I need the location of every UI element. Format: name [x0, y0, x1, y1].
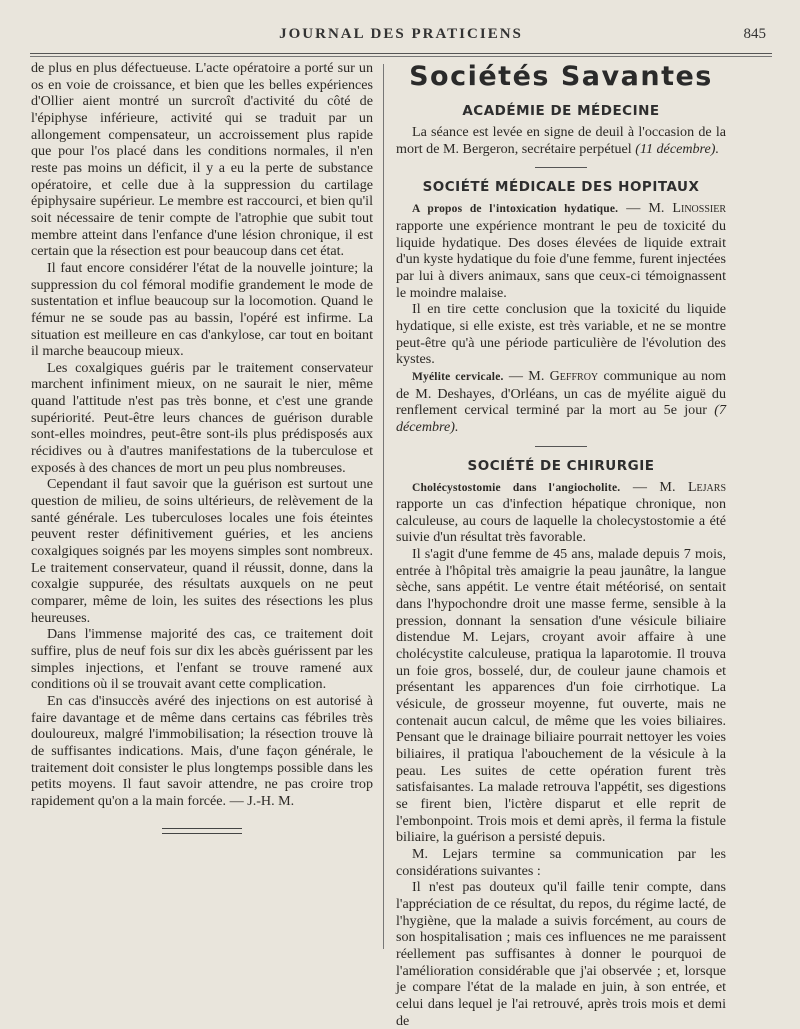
author: M. Linossier — [648, 200, 727, 217]
section-rule — [535, 167, 587, 168]
page-header — [30, 26, 772, 50]
right-column — [396, 60, 726, 1029]
academie-body: La séance est levée en signe de deuil à l'occasion de la mort de M. Bergeron, secrétaire perpétuel — [396, 124, 726, 157]
section-rule — [535, 446, 587, 447]
hopitaux-item-1: A propos de l'intoxication hydatique. — M. Linossier rapporte une expérience montrant le peu de toxicité du liquide hydatique. Des doses élevées de liquide extrait d'un kyste hydatique du foie d'une femme, furent injectées par lui à divers animaux, sans que ceux-ci témoignassent le moindre malaise. — [396, 200, 727, 301]
author: M. Lejars — [659, 478, 726, 495]
page-number: 845 — [743, 26, 766, 42]
hopitaux-paragraph: Il en tire cette conclusion que la toxicité du liquide hydatique, si elle existe, est très variable, et ne se montre peut-être qu'à une période particulière de l'évolution des kystes. — [396, 301, 726, 368]
left-column — [31, 60, 373, 834]
item-text: rapporte un cas d'infection hépatique chronique, non calculeuse, au cours de laquelle la cholecystostomie a été suivie d'un résultat très favorable. — [396, 496, 726, 546]
hopitaux-item-2: Myélite cervicale. — M. Geffroy communique au nom de M. Deshayes, d'Orléans, un cas de myélite aiguë du renflement cervical terminé par la mort au 5e jour (7 décembre). — [396, 367, 727, 435]
section-title: Sociétés Savantes — [409, 61, 713, 92]
left-paragraph: Cependant il faut savoir que la guérison est surtout une question de milieu, de soins ultérieurs, de relèvement de la santé générale. Les tuberculoses locales une fois éteintes peuvent rester définitivement guéries, et les anciens coxalgiques soignés par les moyens simples sont nombreux. Le traitement conservateur, quand il réussit, donne, dans la coxalgie suppurée, des résultats auxquels on ne peut comparer, même de loin, les suites des résections les plus heureuses. — [31, 476, 373, 626]
chirurgie-paragraph: Il n'est pas douteux qu'il faille tenir compte, dans l'appréciation de ce résultat, du repos, du régime lacté, de l'hygiène, que la malade a suivis forcément, au cours de son hospitalisation ; mais ces influences ne me paraissent réellement pas suffisantes à donner le pourquoi de l'amélioration considérable que j'ai observée ; et, lorsque je compare l'état de la malade en juin, à son entrée, et celui dans lequel je l'ai retrouvé, après trois mois et demi de — [396, 879, 726, 1029]
academie-date: (11 décembre). — [635, 140, 719, 157]
left-paragraph: Dans l'immense majorité des cas, ce traitement doit suffire, plus de neuf fois sur dix les abcès guérissent par les simples injections, et l'enfant se trouve ramené aux conditions où il se trouvait avant cette complication. — [31, 626, 373, 693]
rubric: A propos de l'intoxication hydatique. — [412, 203, 619, 216]
item-text: communique au nom de M. Deshayes, d'Orléans, un cas de myélite aiguë du renflement cervical terminé par la mort au 5e jour — [396, 367, 727, 419]
academie-text — [396, 124, 726, 157]
column-divider — [383, 64, 384, 949]
left-paragraph: Les coxalgiques guéris par le traitement conservateur marchent infiniment mieux, on ne saurait le nier, même quand l'attitude n'est pas très bonne, et c'est une grande supériorité. Peut-être leurs chances de guérison durable sont-elles moindres, peut-être sont-ils plus prédisposés aux récidives ou à d'autres manifestations de la tuberculose et exposés à des chances de mort un peu plus nombreuses. — [31, 359, 373, 476]
chirurgie-item: Cholécystostomie dans l'angiocholite. — M. Lejars rapporte un cas d'infection hépatique chronique, non calculeuse, au cours de laquelle la cholecystostomie a été suivie d'un résultat très favorable. — [396, 478, 726, 546]
chirurgie-heading: SOCIÉTÉ DE CHIRURGIE — [467, 457, 655, 474]
rubric: Cholécystostomie dans l'angiocholite. — [412, 481, 621, 494]
item-date: (7 décembre). — [396, 402, 726, 435]
header-rule — [30, 53, 772, 57]
academie-heading: ACADÉMIE DE MÉDECINE — [462, 103, 660, 119]
chirurgie-paragraph: M. Lejars termine sa communication par les considérations suivantes : — [396, 845, 726, 879]
rubric: Myélite cervicale. — [412, 370, 504, 383]
left-paragraph: Il faut encore considérer l'état de la nouvelle jointure; la suppression du col fémoral modifie grandement le mode de sustentation et influe beaucoup sur la locomotion. Quand le fémur ne se soude pas au bassin, l'opéré est infirme. La situation est meilleure en cas d'ankylose, car tout en boitant il marche beaucoup mieux. — [31, 259, 373, 360]
item-text: rapporte une expérience montrant le peu de toxicité du liquide hydatique. Des doses élevées de liquide extrait d'un kyste hydatique du foie d'une femme, furent injectées par lui à divers animaux, sans que ceux-ci témoignassent le moindre malaise. — [396, 217, 726, 301]
hopitaux-heading: SOCIÉTÉ MÉDICALE DES HOPITAUX — [422, 179, 700, 196]
end-of-article-rule — [162, 828, 242, 834]
chirurgie-paragraph: Il s'agit d'une femme de 45 ans, malade depuis 7 mois, entrée à l'hôpital très amaigrie la peau jaunâtre, la langue sèche, sans appétit. Le ventre était météorisé, on sentait dans l'hypochondre droit une masse ferme, sensible à la pression, donnant la sensation d'une vésicule biliaire distendue M. Lejars, croyant avoir affaire à une cholécystite calculeuse, pratiqua la laparotomie. Il trouva un foie gros, bosselé, dur, de couleur jaune chamois et présentant les apparences d'un foie cirrhotique. La vésicule, de grosseur moyenne, fut ouverte, mais ne contenait aucun calcul, de même que les voies biliaires. Pensant que le drainage biliaire pourrait nettoyer les voies biliaires, il pratiqua l'abouchement de la vésicule à la peau. Les suites de cette opération furent très satisfaisantes. La malade retrouva l'appétit, ses digestions se firent bien, l'ictère disparut et elle reprit de l'embonpoint. Trois mois et demi après, il ferma la fistule biliaire, la guérison a persisté depuis. — [396, 546, 726, 846]
author: M. Geffroy — [528, 367, 599, 384]
left-paragraph: En cas d'insuccès avéré des injections on est autorisé à faire davantage et de même dans certains cas fébriles très douloureux, malgré l'immobilisation; la résection trouve là de suffisantes indications. Mais, d'une façon générale, le traitement doit consister le plus longtemps possible dans les petits moyens. Il faut savoir attendre, ne pas croire trop rapidement qu'on a la main forcée. — J.-H. M. — [31, 692, 373, 809]
journal-title: JOURNAL DES PRATICIENS — [279, 26, 523, 42]
left-paragraph: de plus en plus défectueuse. L'acte opératoire a porté sur un os en voie de croissance, et bien que les belles expériences d'Ollier aient montré un surcroît d'activité du côté de l'épiphyse inférieure, activité qui se traduit par un allongement compensateur, un accroissement plus rapide que pour l'os placé dans les conditions normales, il n'en reste pas moins un déficit, il y a eu la perte de substance opératoire, et celle due à la suppression du cartilage épiphysaire supérieur. Le membre est raccourci, et bien qu'il soit nécessaire de tenir compte de l'atrophie que subit tout membre atteint dans l'enfance d'une lésion chronique, il est certain que la résection est pour beaucoup dans cet état. — [31, 60, 373, 260]
